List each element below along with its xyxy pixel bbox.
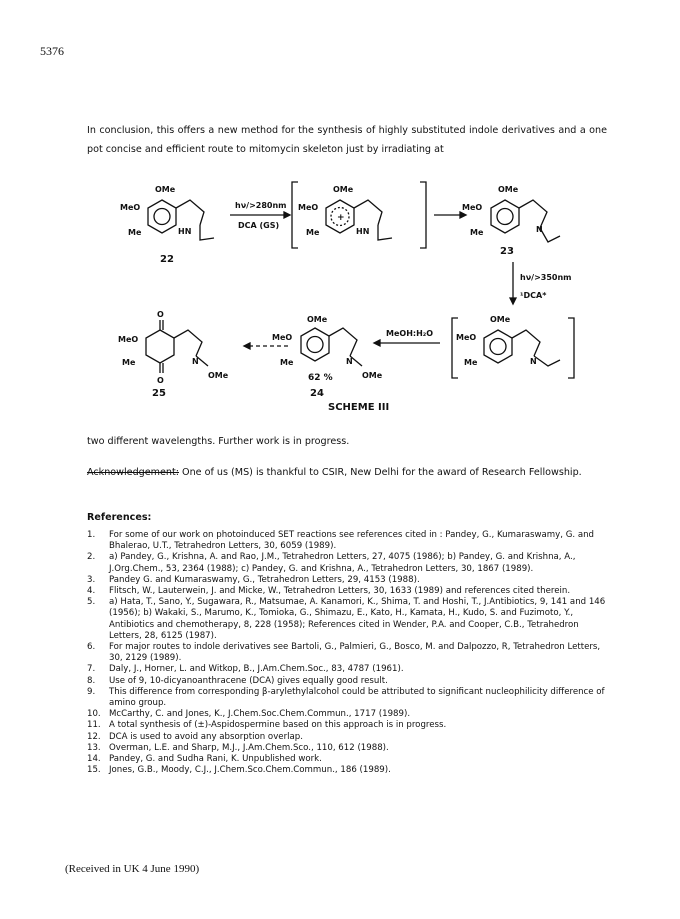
- label-ome: OMe: [155, 185, 176, 194]
- continuation-paragraph: two different wavelengths. Further work is in progress.: [87, 436, 350, 447]
- label-meo: MeO: [272, 333, 293, 342]
- label-me: Me: [464, 358, 478, 367]
- compound-24-structure: [301, 328, 362, 366]
- yield-label: 62 %: [308, 373, 333, 383]
- label-meo: MeO: [456, 333, 477, 342]
- label-n: N: [536, 225, 543, 234]
- label-hn: HN: [178, 227, 192, 236]
- compound-22-label: 22: [160, 254, 174, 265]
- label-n: N: [192, 357, 199, 366]
- label-me: Me: [280, 358, 294, 367]
- arrow3-top-label: MeOH:H₂O: [386, 329, 434, 338]
- label-meo: MeO: [298, 203, 319, 212]
- acknowledgement-text: One of us (MS) is thankful to CSIR, New Delhi for the award of Research Fellowship.: [179, 467, 582, 478]
- reference-item: 4. Flitsch, W., Lauterwein, J. and Micke, W., Tetrahedron Letters, 30, 1633 (1989) and references cited therein.: [87, 586, 571, 597]
- reference-item: 8. Use of 9, 10-dicyanoanthracene (DCA) gives equally good result.: [87, 675, 388, 686]
- reference-item: 11. A total synthesis of (±)-Aspidospermine based on this approach is in progress.: [87, 720, 447, 731]
- label-n-plus: N: [530, 357, 537, 366]
- label-meo: MeO: [120, 203, 141, 212]
- page-number: 5376: [40, 44, 64, 58]
- label-me: Me: [306, 228, 320, 237]
- label-ome: OMe: [333, 185, 354, 194]
- reference-item: 9. This difference from corresponding β-arylethylalcohol could be attributed to significant nucleophilicity difference of amino group.: [87, 686, 605, 709]
- reference-item: 15. Jones, G.B., Moody, C.J., J.Chem.Sco.Chem.Commun., 186 (1989).: [87, 765, 391, 776]
- reaction-scheme: [100, 170, 620, 420]
- label-ome-bottom: OMe: [362, 371, 383, 380]
- label-ome: OMe: [490, 315, 511, 324]
- arrow1-top-label: hν/>280nm: [235, 201, 287, 210]
- acknowledgement: [87, 463, 607, 482]
- label-me: Me: [470, 228, 484, 237]
- compound-25-label: 25: [152, 388, 166, 399]
- label-me: Me: [122, 358, 136, 367]
- intro-paragraph: In conclusion, this offers a new method for the synthesis of highly substituted indole derivatives and a one pot concise and efficient route to mitomycin skeleton just by irradiating at: [87, 125, 607, 155]
- compound-24-label: 24: [310, 388, 324, 399]
- iminium-structure: [484, 330, 560, 366]
- reference-item: 2. a) Pandey, G., Krishna, A. and Rao, J.M., Tetrahedron Letters, 27, 4075 (1986); b) Pandey, G. and Krishna, A., J.Org.Chem., 53, 2364 (1988); c) Pandey, G. and Krishna, A., Tetrahedron Letters, 30, 1867 (1989).: [87, 552, 576, 574]
- arrow1-bottom-label: DCA (GS): [238, 221, 280, 230]
- reference-item: 1. For some of our work on photoinduced SET reactions see references cited in : Pandey, G., Kumaraswamy, G. and Bhalerao, U.T., Tetrahedron Letters, 30, 6059 (1989).: [87, 530, 595, 552]
- label-hn: HN: [356, 227, 370, 236]
- reference-item: 3. Pandey G. and Kumaraswamy, G., Tetrahedron Letters, 29, 4153 (1988).: [87, 574, 420, 585]
- scheme-title: SCHEME III: [328, 402, 390, 413]
- reference-item: 10. McCarthy, C. and Jones, K., J.Chem.Soc.Chem.Commun., 1717 (1989).: [87, 709, 411, 720]
- label-o: O: [157, 376, 164, 385]
- arrow2-top-label: hν/>350nm: [520, 273, 572, 282]
- arrow2-bottom-label: ¹DCA*: [520, 291, 547, 300]
- label-o: O: [157, 310, 164, 319]
- reference-item: 13. Overman, L.E. and Sharp, M.J., J.Am.Chem.Sco., 110, 612 (1988).: [87, 742, 389, 753]
- label-meo: MeO: [118, 335, 139, 344]
- reference-item: 6. For major routes to indole derivatives see Bartoli, G., Palmieri, G., Bosco, M. and Dalpozzo, R, Tetrahedron Letters, 30, 2129 (1989).: [87, 642, 601, 664]
- acknowledgement-heading: Acknowledgement:: [87, 467, 179, 478]
- reference-item: 5. a) Hata, T., Sano, Y., Sugawara, R., Matsumae, A. Kanamori, K., Shima, T. and Hoshi, T., J.Antibiotics, 9, 141 and 146 (1956); b) Wakaki, S., Marumo, K., Tomioka, G., Shimazu, E., Kato, H., Kamata, H., Kudo, S. and Fuzimoto, Y., Antibiotics and chemotherapy, 8, 228 (1958); References cited in Wender, P.A. and Cooper, C.B., Tetrahedron Letters, 28, 6125 (1987).: [87, 597, 606, 641]
- label-n: N: [346, 357, 353, 366]
- reference-item: 7. Daly, J., Horner, L. and Witkop, B., J.Am.Chem.Soc., 83, 4787 (1961).: [87, 664, 404, 675]
- references-list: [87, 530, 609, 776]
- label-me: Me: [128, 228, 142, 237]
- reference-item: 12. DCA is used to avoid any absorption overlap.: [87, 731, 303, 742]
- label-ome: OMe: [498, 185, 519, 194]
- label-ome-bottom: OMe: [208, 371, 229, 380]
- compound-23-structure: [491, 200, 560, 242]
- compound-23-label: 23: [500, 246, 514, 257]
- references-heading: References:: [87, 512, 152, 523]
- received-date: (Received in UK 4 June 1990): [65, 863, 200, 875]
- radical-plus-sign: +: [337, 213, 345, 223]
- label-meo: MeO: [462, 203, 483, 212]
- reference-item: 14. Pandey, G. and Sudha Rani, K. Unpublished work.: [87, 754, 322, 765]
- label-ome: OMe: [307, 315, 328, 324]
